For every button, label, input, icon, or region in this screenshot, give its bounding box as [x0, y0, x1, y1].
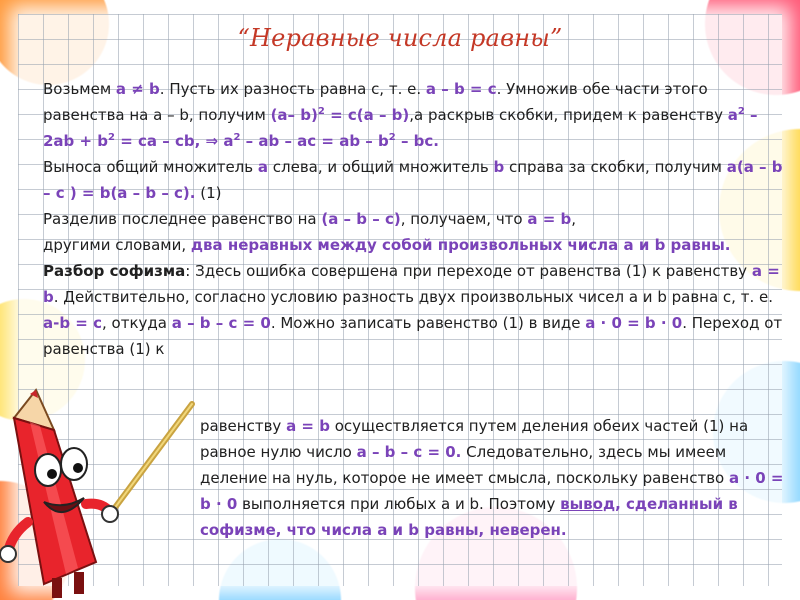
paragraph-conclusion: другими словами, два неравных между собой произвольных числа а и b равны. — [43, 236, 731, 254]
continuation-text: равенству а = b осуществляется путем деления обеих частей (1) на равное нулю число а – b – с = 0. Следовательно, здесь мы имеем деление на нуль, которое не имеет смысла, поскольку равенство а · 0 = b · 0 выполняется при любых а и b. Поэтому вывод, сделанный в софизме, что числа а и b равны, неверен. — [200, 417, 784, 539]
paragraph-analysis: Разбор софизма: Здесь ошибка совершена при переходе от равенства (1) к равенству а = b. Действительно, согласно условию разность двух произвольных чисел а и b равна с, т. е. а-b = с, откуда а – b – с = 0. Можно записать равенство (1) в виде а · 0 = b · 0. Переход от равенства (1) к — [43, 262, 783, 358]
pencil-mascot-illustration — [0, 352, 200, 600]
paragraph-divide: Разделив последнее равенство на (а – b – с), получаем, что а = b, — [43, 210, 577, 228]
paragraph-setup: Возьмем a ≠ b. Пусть их разность равна с, т. е. а – b = с. Умножив обе части этого равенства на а – b, получим (а– b)$^2$ = с(а – b),а раскрыв скобки, придем к равенству $а^2 - 2аb + b^2$ = са – сb, ⇒ $а^2$ – аb – ас = аb – $b^2$ – bс. — [43, 80, 758, 150]
page-title: “Неравные числа равны” — [237, 24, 563, 52]
main-text — [43, 76, 788, 362]
paragraph-factor: Выноса общий множитель а слева, и общий множитель b справа за скобки, получим а(а – b – с ) = b(а – b – с). (1) — [43, 158, 783, 202]
